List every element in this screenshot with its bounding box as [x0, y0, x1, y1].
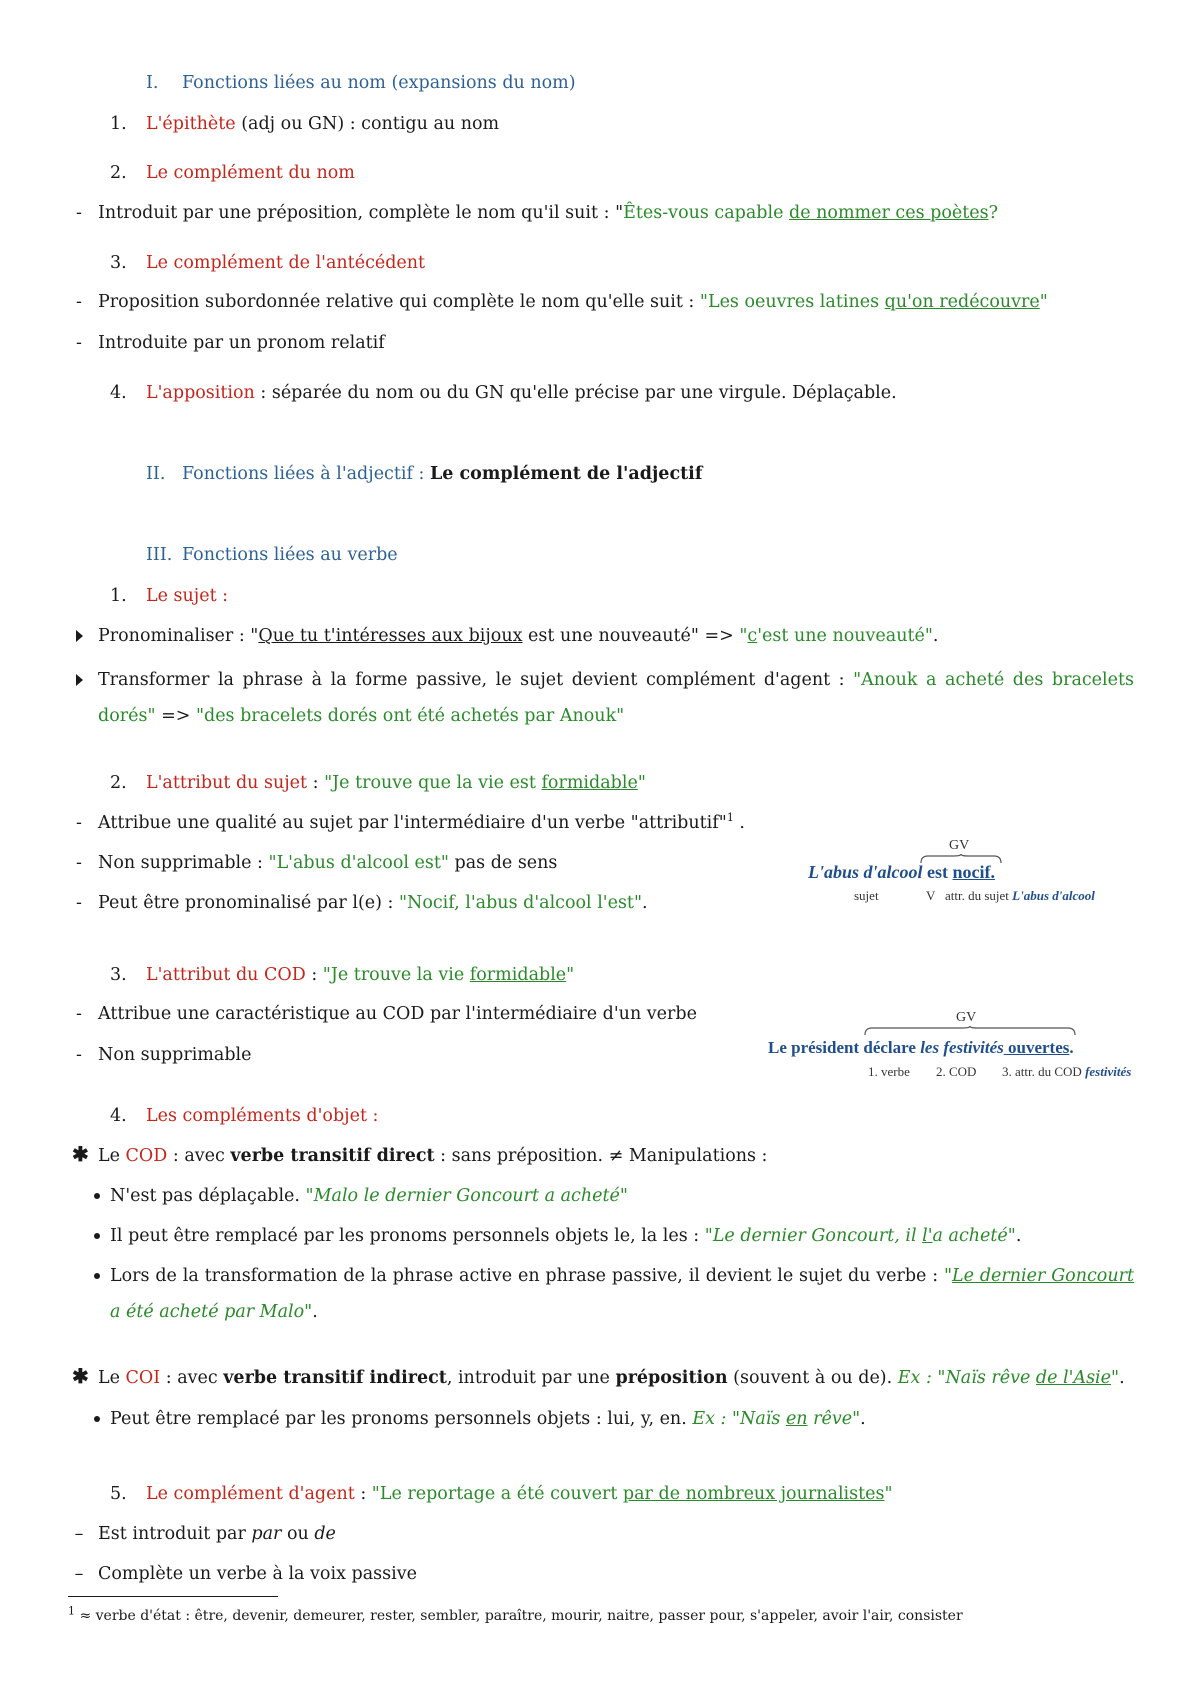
example: "Nocif, l'abus d'alcool l'est"	[398, 893, 643, 913]
example: rêve"	[807, 1409, 861, 1429]
example: "Le reportage a été couvert	[371, 1484, 623, 1504]
example-underlined: l'	[922, 1226, 933, 1246]
dash-bullet: -	[76, 813, 82, 833]
text: pas de sens	[448, 853, 558, 873]
text: Complète un verbe à la voix passive	[98, 1564, 417, 1584]
diagram-gv-label: GV	[949, 838, 970, 853]
asterisk-bullet-icon: ✱	[72, 1142, 89, 1166]
item-complement-du-nom	[110, 161, 355, 185]
triangle-bullet-icon	[76, 674, 83, 686]
diagram-sentence	[768, 1038, 1074, 1058]
term: Le sujet :	[146, 586, 229, 606]
text-bold: verbe transitif indirect	[223, 1368, 447, 1388]
text: Attribue une caractéristique au COD par l'intermédiaire d'un verbe	[98, 1004, 697, 1024]
bullet-line	[74, 1562, 417, 1586]
section-number: III.	[146, 545, 173, 565]
diagram-label: sujet	[854, 888, 879, 903]
term: COI	[125, 1368, 161, 1388]
example: Ex : "Naïs rêve	[897, 1368, 1036, 1388]
dot-bullet-icon	[94, 1233, 100, 1239]
example: 'est une nouveauté"	[757, 626, 933, 646]
text: .	[1015, 1226, 1022, 1246]
dash-bullet: -	[76, 333, 82, 353]
diagram-attribut-cod	[768, 1010, 1166, 1086]
example: "Malo le dernier Goncourt a acheté"	[305, 1186, 628, 1206]
item-number: 3.	[110, 253, 127, 273]
diagram-attribut-sujet	[808, 838, 1124, 914]
text: Il peut être remplacé par les pronoms personnels objets le, la les :	[110, 1226, 705, 1246]
term: L'attribut du sujet	[146, 773, 308, 793]
diagram-word: Le président	[768, 1038, 864, 1057]
text: : avec	[160, 1368, 224, 1388]
text: Peut être remplacé par les pronoms personnels objets : lui, y, en.	[110, 1409, 693, 1429]
example-underlined: qu'on redécouvre	[884, 292, 1040, 312]
example-underlined: par de nombreux journalistes	[622, 1484, 885, 1504]
item-complements-objet	[110, 1104, 378, 1128]
item-number: 3.	[110, 965, 127, 985]
text: Transformer la phrase à la forme passive, le sujet devient complément d'agent :	[98, 670, 854, 690]
diagram-label	[945, 888, 1095, 904]
text-bold: verbe transitif direct	[230, 1146, 435, 1166]
dot-bullet-icon	[94, 1273, 100, 1279]
term: L'apposition	[146, 383, 255, 403]
term: Le complément de l'antécédent	[146, 253, 426, 273]
footnote-separator	[68, 1596, 278, 1597]
example: "	[566, 965, 575, 985]
item-number: 4.	[110, 383, 127, 403]
item-apposition	[110, 381, 897, 405]
diagram-label	[1002, 1064, 1131, 1080]
text: Lors de la transformation de la phrase active en phrase passive, il devient le sujet du verbe :	[110, 1266, 944, 1286]
text: Peut être pronominalisé par l(e) :	[98, 893, 399, 913]
example-underlined: Le dernier Goncourt	[952, 1266, 1134, 1286]
footnote-text: ≈ verbe d'état : être, devenir, demeurer, rester, sembler, paraître, mourir, naitre, passer pour, s'appeler, avoir l'air, consister	[75, 1608, 963, 1624]
example-underlined: en	[785, 1409, 808, 1429]
example: "Je trouve que la vie est	[324, 773, 542, 793]
example-underlined: de nommer ces poètes	[789, 203, 989, 223]
example: "	[1111, 1368, 1120, 1388]
example: "Le dernier Goncourt, il	[704, 1226, 923, 1246]
diagram-label: 2. COD	[936, 1064, 977, 1079]
dash-bullet: –	[74, 1564, 84, 1584]
diagram-word: déclare	[863, 1038, 921, 1057]
diagram-label: 1. verbe	[868, 1064, 910, 1079]
text: .	[932, 626, 939, 646]
example-underlined: c	[747, 626, 758, 646]
section-number: I.	[146, 73, 159, 93]
item-text: :	[305, 965, 323, 985]
star-bullet-line	[72, 1142, 768, 1168]
diagram-label-part: 3. attr. du COD	[1002, 1064, 1086, 1079]
text: est une nouveauté" =>	[522, 626, 740, 646]
diagram-label: V	[926, 888, 936, 903]
bullet-line	[76, 811, 745, 835]
example: "	[739, 626, 748, 646]
diagram-word: L'abus d'alcool	[808, 862, 923, 882]
text: .	[1119, 1368, 1125, 1388]
dash-bullet: -	[76, 203, 82, 223]
dash-bullet: -	[76, 1004, 82, 1024]
term: Les compléments d'objet :	[146, 1106, 379, 1126]
section-heading-2	[146, 462, 702, 486]
text: (souvent à ou de).	[727, 1368, 898, 1388]
arrow-bullet-line	[98, 662, 1134, 734]
item-text: (adj ou GN) : contigu au nom	[235, 114, 500, 134]
example: "des bracelets dorés ont été achetés par Anouk"	[195, 706, 625, 726]
section-heading-1	[146, 71, 576, 95]
item-text: :	[307, 773, 325, 793]
text: =>	[155, 706, 196, 726]
item-sujet	[110, 584, 228, 608]
dot-bullet-line	[110, 1184, 628, 1208]
example-underlined: de l'Asie	[1035, 1368, 1112, 1388]
example: "Je trouve la vie	[322, 965, 470, 985]
example: "	[637, 773, 646, 793]
dot-bullet-line	[110, 1224, 1021, 1248]
footnote	[68, 1604, 963, 1624]
text: Le	[98, 1368, 126, 1388]
text: , introduit par une	[446, 1368, 616, 1388]
section-heading-3	[146, 543, 398, 567]
section-title: Fonctions liées au verbe	[182, 545, 398, 565]
item-number: 4.	[110, 1106, 127, 1126]
item-number: 1.	[110, 114, 127, 134]
asterisk-bullet-icon: ✱	[72, 1364, 89, 1388]
example: "	[943, 1266, 953, 1286]
diagram-word: est	[922, 862, 953, 882]
text: Introduit par une préposition, complète le nom qu'il suit : "	[98, 203, 624, 223]
term: Le complément d'agent	[146, 1484, 355, 1504]
diagram-label-part: festivités	[1085, 1064, 1132, 1079]
example: a été acheté par Malo"	[110, 1302, 313, 1322]
diagram-word: ouvertes	[1003, 1038, 1070, 1057]
text-underlined: Que tu t'intéresses aux bijoux	[258, 626, 523, 646]
item-epithete	[110, 112, 499, 136]
term: Le complément du nom	[146, 163, 355, 183]
footnote-ref[interactable]: 1	[726, 811, 734, 825]
example: "L'abus d'alcool est"	[268, 853, 449, 873]
dot-bullet-icon	[94, 1193, 100, 1199]
example: a acheté"	[932, 1226, 1016, 1246]
diagram-word: nocif.	[952, 862, 996, 882]
text: Introduite par un pronom relatif	[98, 333, 385, 353]
bullet-line	[76, 290, 1048, 314]
bullet-line	[76, 201, 998, 225]
example-underlined: formidable	[469, 965, 567, 985]
item-text: :	[354, 1484, 372, 1504]
star-bullet-line	[72, 1364, 1125, 1390]
dash-bullet: -	[76, 853, 82, 873]
text-italic: par	[251, 1524, 282, 1544]
item-attribut-sujet	[110, 771, 646, 795]
example: "Anouk a acheté des bracelets dorés"	[98, 670, 1134, 726]
item-complement-antecedent	[110, 251, 425, 275]
section-title: Fonctions liées au nom (expansions du nom)	[182, 73, 576, 93]
bullet-line	[76, 891, 648, 915]
dot-bullet-icon	[94, 1416, 100, 1422]
item-attribut-cod	[110, 963, 574, 987]
example: Ex : "Naïs	[692, 1409, 786, 1429]
example: "	[884, 1484, 893, 1504]
text: Pronominaliser : "	[98, 626, 259, 646]
bullet-line	[76, 851, 558, 875]
bullet-line	[76, 1002, 697, 1026]
dash-bullet: –	[74, 1524, 84, 1544]
term: L'attribut du COD	[146, 965, 306, 985]
diagram-label-part: attr. du sujet	[945, 888, 1013, 903]
dash-bullet: -	[76, 893, 82, 913]
diagram-brace	[864, 1026, 1076, 1036]
footnote-number: 1	[68, 1604, 75, 1618]
text: Attribue une qualité au sujet par l'intermédiaire d'un verbe "attributif"	[98, 813, 727, 833]
text: Proposition subordonnée relative qui complète le nom qu'elle suit :	[98, 292, 700, 312]
text: Non supprimable :	[98, 853, 269, 873]
diagram-word: les festivités	[920, 1038, 1004, 1057]
text: : sans préposition. ≠ Manipulations :	[434, 1146, 768, 1166]
dash-bullet: -	[76, 292, 82, 312]
dash-bullet: -	[76, 1045, 82, 1065]
triangle-bullet-icon	[76, 630, 83, 642]
section-title-bold: Le complément de l'adjectif	[429, 464, 703, 484]
example: "	[1039, 292, 1048, 312]
text: : avec	[167, 1146, 231, 1166]
term: COD	[125, 1146, 168, 1166]
text: .	[860, 1409, 866, 1429]
text-italic: de	[314, 1524, 336, 1544]
dot-bullet-line	[110, 1407, 866, 1431]
diagram-gv-label: GV	[956, 1010, 977, 1025]
item-number: 5.	[110, 1484, 127, 1504]
bullet-line	[74, 1522, 336, 1546]
diagram-sentence	[808, 862, 995, 883]
arrow-bullet-line	[98, 624, 938, 648]
section-title: Fonctions liées à l'adjectif :	[182, 464, 430, 484]
item-number: 1.	[110, 586, 127, 606]
item-text: : séparée du nom ou du GN qu'elle précise par une virgule. Déplaçable.	[254, 383, 897, 403]
example: "Les oeuvres latines	[699, 292, 885, 312]
text: .	[642, 893, 648, 913]
item-number: 2.	[110, 163, 127, 183]
example-underlined: formidable	[541, 773, 638, 793]
text: ou	[281, 1524, 315, 1544]
diagram-label-part: L'abus d'alcool	[1012, 888, 1095, 903]
diagram-word: .	[1069, 1038, 1074, 1057]
section-number: II.	[146, 464, 166, 484]
bullet-line	[76, 331, 385, 355]
bullet-line	[76, 1043, 252, 1067]
text: Le	[98, 1146, 126, 1166]
text: N'est pas déplaçable.	[110, 1186, 306, 1206]
text-bold: préposition	[615, 1368, 728, 1388]
term: L'épithète	[146, 114, 236, 134]
item-number: 2.	[110, 773, 127, 793]
item-complement-agent	[110, 1482, 893, 1506]
text: Non supprimable	[98, 1045, 252, 1065]
text: .	[733, 813, 745, 833]
example: ?	[988, 203, 998, 223]
text: Est introduit par	[98, 1524, 252, 1544]
dot-bullet-line	[110, 1258, 1134, 1330]
example: Êtes-vous capable	[623, 203, 790, 223]
text: .	[312, 1302, 318, 1322]
